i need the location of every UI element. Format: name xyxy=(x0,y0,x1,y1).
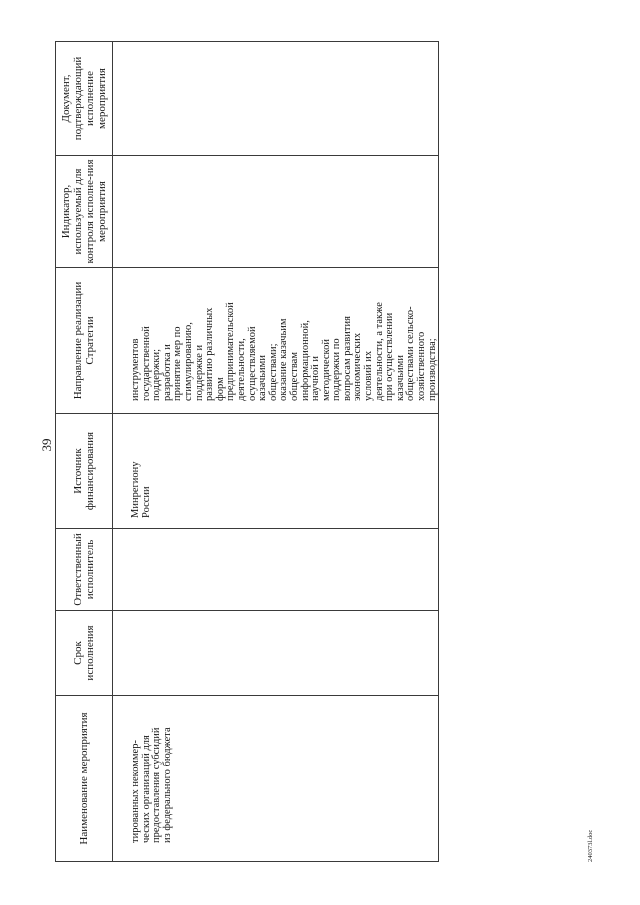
text-line: обществами сельско- xyxy=(405,306,417,401)
text-line: разработка и xyxy=(161,344,173,401)
rotated-table-frame xyxy=(55,42,438,862)
text-line: хозяйственного xyxy=(416,331,428,401)
table-row xyxy=(113,42,439,862)
text-line: предоставления субсидий xyxy=(151,727,163,843)
text-line: поддержки; xyxy=(151,348,163,401)
header-indicator: Индикатор, используемый для контроля исполне-ния мероприятия xyxy=(56,156,113,268)
text-line: экономических xyxy=(352,332,364,401)
cell-direction-lines xyxy=(131,268,438,401)
cell-direction xyxy=(113,268,439,414)
text-line: вопросам развития xyxy=(341,316,353,401)
text-line: форм xyxy=(214,377,226,401)
cell-funding-lines xyxy=(131,414,152,518)
footer-file-id: 240373l.doc xyxy=(587,829,594,862)
text-line: предпринимательской xyxy=(225,302,237,401)
text-line: производства; xyxy=(426,338,438,401)
text-line: поддержки по xyxy=(331,338,343,401)
cell-executor xyxy=(113,529,439,611)
text-line: осуществляемой xyxy=(246,326,258,401)
measures-table xyxy=(55,41,439,862)
header-funding: Источник финансирования xyxy=(56,414,113,529)
header-deadline: Срок исполнения xyxy=(56,611,113,696)
cell-name-lines xyxy=(131,696,173,843)
text-line: при осуществлении xyxy=(384,312,396,401)
text-line: информационной, xyxy=(299,320,311,401)
text-line: ческих организаций для xyxy=(140,735,152,843)
text-line: государственной xyxy=(140,326,152,401)
text-line: научной и xyxy=(310,355,322,401)
text-line: принятие мер по xyxy=(172,326,184,401)
header-direction: Направление реализации Стратегии xyxy=(56,268,113,414)
text-line: тированных некоммер- xyxy=(130,740,141,843)
text-line: Минрегиону xyxy=(130,461,141,518)
text-line: деятельности, а также xyxy=(373,302,385,401)
cell-indicator xyxy=(113,156,439,268)
text-line: развитию различных xyxy=(204,307,216,401)
header-executor: Ответственный исполнитель xyxy=(56,529,113,611)
page-number: 39 xyxy=(39,438,54,452)
header-document: Документ, подтверждающий исполнение мероприятия xyxy=(56,42,113,156)
text-line: обществам xyxy=(288,352,300,401)
text-line: оказание казачьим xyxy=(278,318,290,401)
cell-deadline xyxy=(113,611,439,696)
text-line: из федерального бюджета xyxy=(161,727,173,843)
text-line: обществами; xyxy=(267,343,279,401)
cell-document xyxy=(113,42,439,156)
text-line: стимулированию, xyxy=(182,322,194,401)
text-line: поддержке и xyxy=(193,344,205,401)
header-name: Наименование мероприятия xyxy=(56,696,113,862)
text-line: России xyxy=(140,486,152,518)
text-line: условий их xyxy=(363,350,375,401)
cell-name xyxy=(113,696,439,862)
text-line: инструментов xyxy=(130,338,141,401)
text-line: деятельности, xyxy=(235,338,247,401)
cell-funding xyxy=(113,414,439,529)
text-line: казачьими xyxy=(394,355,406,401)
text-line: казачьими xyxy=(257,355,269,401)
table-header xyxy=(56,42,113,862)
text-line: методической xyxy=(320,339,332,401)
